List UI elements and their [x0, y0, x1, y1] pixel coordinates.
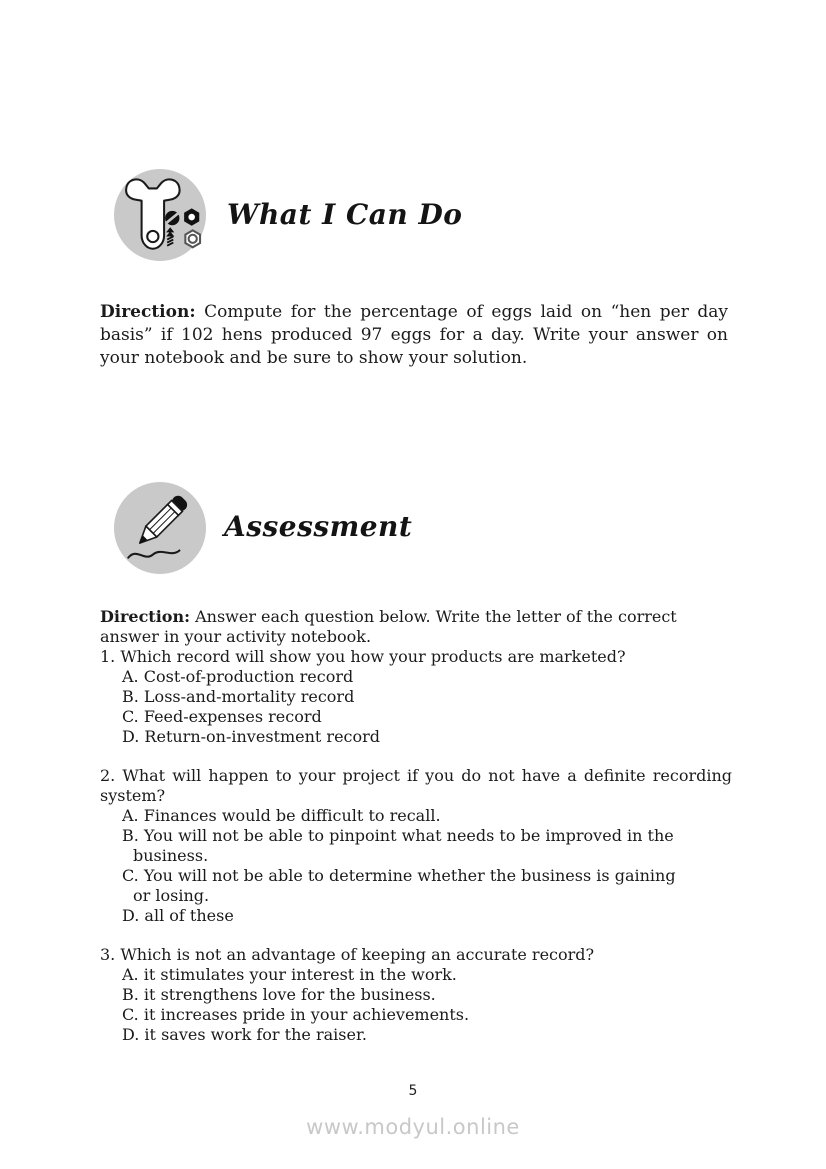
pencil-icon	[114, 482, 206, 574]
question-2-option-d: D. all of these	[122, 906, 234, 925]
direction-label: Direction:	[100, 607, 190, 626]
question-2	[100, 766, 732, 926]
direction-label: Direction:	[100, 302, 196, 322]
page-number: 5	[408, 1083, 418, 1099]
question-3-option-c: C. it increases pride in your achievements.	[122, 1005, 470, 1024]
question-3-stem: 3. Which is not an advantage of keeping an accurate record?	[100, 945, 595, 964]
question-3-option-d: D. it saves work for the raiser.	[122, 1025, 367, 1044]
question-2-option-a: A. Finances would be difficult to recall.	[122, 806, 441, 825]
section-title-assessment: Assessment	[224, 510, 413, 543]
direction-text: Answer each question below. Write the letter of the correct answer in your activity notebook.	[100, 607, 677, 646]
assessment-direction	[100, 607, 680, 647]
question-1-stem: 1. Which record will show you how your products are marketed?	[100, 647, 626, 666]
question-2-option-b: B. You will not be able to pinpoint what needs to be improved in the business.	[122, 826, 674, 865]
question-1-option-a: A. Cost-of-production record	[122, 667, 354, 686]
what-i-can-do-direction	[100, 301, 728, 370]
question-1-option-c: C. Feed-expenses record	[122, 707, 322, 726]
wrench-and-bolts-icon	[114, 169, 206, 261]
question-2-option-c: C. You will not be able to determine whether the business is gaining or losing.	[122, 866, 676, 905]
question-1	[100, 647, 732, 747]
question-3	[100, 945, 732, 1045]
question-3-option-b: B. it strengthens love for the business.	[122, 985, 436, 1004]
question-2-stem: 2. What will happen to your project if you do not have a definite recording system?	[100, 766, 732, 805]
direction-text: Compute for the percentage of eggs laid on “hen per day basis” if 102 hens produced 97 eggs for a day. Write your answer on your notebook and be sure to show your solution.	[100, 302, 728, 368]
assessment-body	[100, 607, 732, 1045]
watermark: www.modyul.online	[306, 1115, 520, 1139]
question-1-option-d: D. Return-on-investment record	[122, 727, 381, 746]
question-3-option-a: A. it stimulates your interest in the work.	[122, 965, 457, 984]
question-1-option-b: B. Loss-and-mortality record	[122, 687, 355, 706]
section-title-what-i-can-do: What I Can Do	[227, 198, 463, 231]
